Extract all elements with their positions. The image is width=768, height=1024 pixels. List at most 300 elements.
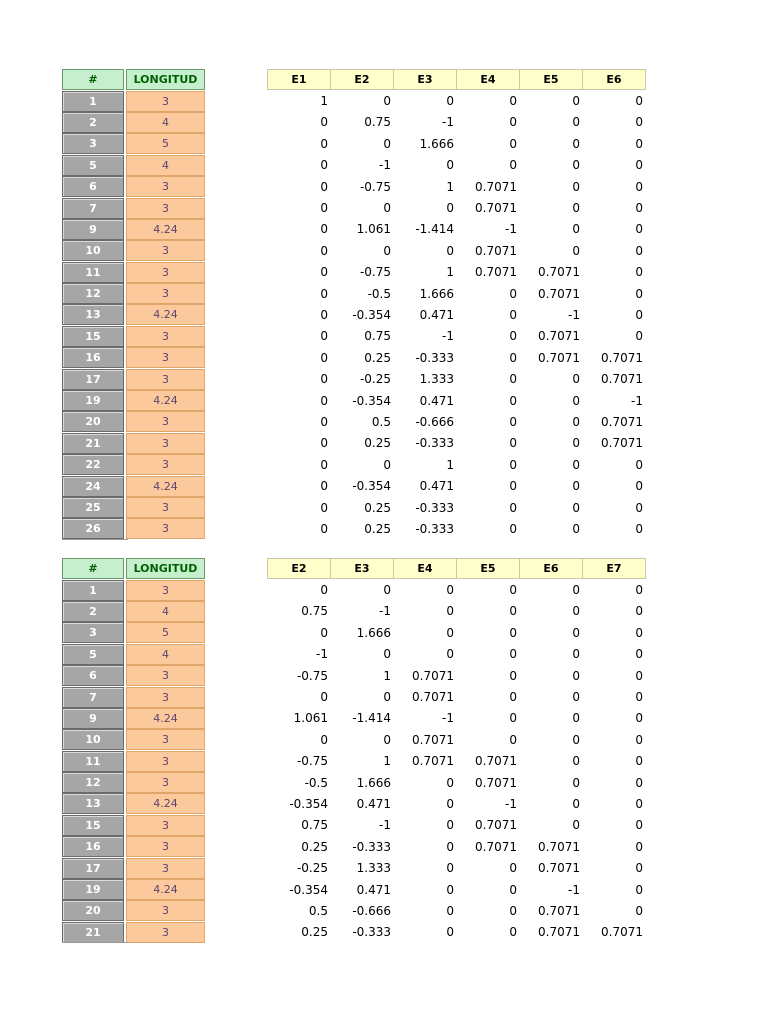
value-cell[interactable]: -1 (379, 604, 391, 619)
value-cell[interactable]: 0 (572, 372, 580, 387)
value-cell[interactable]: 0 (509, 457, 517, 472)
value-cell[interactable]: -0.5 (367, 286, 391, 301)
row-number-cell[interactable]: 26 (62, 518, 124, 539)
value-cell[interactable]: 0 (446, 158, 454, 173)
value-cell[interactable]: 0 (635, 329, 643, 344)
row-number-cell[interactable]: 3 (62, 622, 124, 643)
value-cell[interactable]: 0.75 (301, 604, 328, 619)
value-cell[interactable]: -1 (442, 329, 454, 344)
column-header[interactable]: E4 (456, 69, 520, 90)
value-cell[interactable]: -0.5 (304, 775, 328, 790)
column-header[interactable]: E1 (267, 69, 331, 90)
value-cell[interactable]: 0 (509, 393, 517, 408)
value-cell[interactable]: 0 (509, 350, 517, 365)
value-cell[interactable]: 0 (572, 711, 580, 726)
value-cell[interactable]: 0.75 (364, 329, 391, 344)
value-cell[interactable]: 0 (635, 775, 643, 790)
value-cell[interactable]: 0 (572, 414, 580, 429)
value-cell[interactable]: 0.25 (364, 521, 391, 536)
value-cell[interactable]: 0 (509, 286, 517, 301)
value-cell[interactable]: 0 (320, 414, 328, 429)
value-cell[interactable]: 0 (572, 796, 580, 811)
value-cell[interactable]: 0 (446, 903, 454, 918)
longitud-cell[interactable]: 3 (126, 815, 205, 836)
value-cell[interactable]: 0 (572, 479, 580, 494)
value-cell[interactable]: 0 (446, 625, 454, 640)
value-cell[interactable]: 0 (635, 690, 643, 705)
value-cell[interactable]: -1 (505, 222, 517, 237)
value-cell[interactable]: -1 (442, 711, 454, 726)
value-cell[interactable]: 0 (572, 94, 580, 109)
header-num[interactable]: # (62, 558, 124, 579)
value-cell[interactable]: 0.7071 (412, 690, 454, 705)
longitud-cell[interactable]: 4.24 (126, 476, 205, 497)
value-cell[interactable]: 0 (509, 500, 517, 515)
value-cell[interactable]: 0 (572, 115, 580, 130)
value-cell[interactable]: 1.333 (356, 861, 391, 876)
value-cell[interactable]: 0 (320, 436, 328, 451)
value-cell[interactable]: -1 (379, 818, 391, 833)
row-number-cell[interactable]: 7 (62, 687, 124, 708)
value-cell[interactable]: 0 (320, 625, 328, 640)
value-cell[interactable]: 0 (383, 243, 391, 258)
row-number-cell[interactable]: 13 (62, 304, 124, 325)
value-cell[interactable]: 0 (635, 711, 643, 726)
longitud-cell[interactable]: 3 (126, 580, 205, 601)
longitud-cell[interactable]: 4 (126, 155, 205, 176)
value-cell[interactable]: -0.333 (415, 521, 454, 536)
value-cell[interactable]: 0 (320, 500, 328, 515)
row-number-cell[interactable]: 15 (62, 326, 124, 347)
value-cell[interactable]: 1 (446, 265, 454, 280)
value-cell[interactable]: 1.666 (419, 286, 454, 301)
value-cell[interactable]: 0.7071 (475, 243, 517, 258)
value-cell[interactable]: 0 (446, 201, 454, 216)
value-cell[interactable]: 0 (383, 94, 391, 109)
value-cell[interactable]: 0 (509, 479, 517, 494)
value-cell[interactable]: 0 (635, 307, 643, 322)
longitud-cell[interactable]: 3 (126, 262, 205, 283)
value-cell[interactable]: -0.75 (296, 754, 328, 769)
column-header[interactable]: E3 (330, 558, 394, 579)
value-cell[interactable]: 0 (572, 647, 580, 662)
value-cell[interactable]: 0 (446, 243, 454, 258)
longitud-cell[interactable]: 4 (126, 644, 205, 665)
value-cell[interactable]: 0 (446, 583, 454, 598)
longitud-cell[interactable]: 3 (126, 518, 205, 539)
row-number-cell[interactable]: 20 (62, 411, 124, 432)
value-cell[interactable]: 1.061 (356, 222, 391, 237)
value-cell[interactable]: 0 (320, 201, 328, 216)
value-cell[interactable]: 0 (635, 604, 643, 619)
value-cell[interactable]: 0.7071 (475, 775, 517, 790)
value-cell[interactable]: 1.666 (356, 625, 391, 640)
longitud-cell[interactable]: 3 (126, 900, 205, 921)
value-cell[interactable]: 0 (572, 436, 580, 451)
longitud-cell[interactable]: 4.24 (126, 879, 205, 900)
column-header[interactable]: E4 (393, 558, 457, 579)
value-cell[interactable]: 0 (446, 882, 454, 897)
row-number-cell[interactable]: 11 (62, 751, 124, 772)
longitud-cell[interactable]: 3 (126, 369, 205, 390)
value-cell[interactable]: 0.25 (364, 350, 391, 365)
value-cell[interactable]: 0.7071 (538, 839, 580, 854)
longitud-cell[interactable]: 4.24 (126, 708, 205, 729)
value-cell[interactable]: 1 (383, 668, 391, 683)
value-cell[interactable]: 0.7071 (412, 732, 454, 747)
value-cell[interactable]: -1.414 (415, 222, 454, 237)
value-cell[interactable]: 0 (509, 307, 517, 322)
longitud-cell[interactable]: 4 (126, 601, 205, 622)
value-cell[interactable]: -0.354 (289, 882, 328, 897)
value-cell[interactable]: 0.7071 (538, 903, 580, 918)
value-cell[interactable]: 0.7071 (538, 861, 580, 876)
longitud-cell[interactable]: 3 (126, 176, 205, 197)
value-cell[interactable]: -0.333 (352, 839, 391, 854)
value-cell[interactable]: 0.7071 (601, 436, 643, 451)
value-cell[interactable]: 0.7071 (601, 350, 643, 365)
row-number-cell[interactable]: 9 (62, 708, 124, 729)
column-header[interactable]: E2 (267, 558, 331, 579)
value-cell[interactable]: 0.25 (364, 500, 391, 515)
value-cell[interactable]: 0 (509, 115, 517, 130)
value-cell[interactable]: 0.7071 (475, 265, 517, 280)
value-cell[interactable]: -0.333 (352, 925, 391, 940)
value-cell[interactable]: 0 (635, 500, 643, 515)
value-cell[interactable]: 0 (509, 625, 517, 640)
value-cell[interactable]: 0 (635, 457, 643, 472)
value-cell[interactable]: 0 (320, 732, 328, 747)
value-cell[interactable]: 0 (509, 329, 517, 344)
value-cell[interactable]: 0 (635, 903, 643, 918)
value-cell[interactable]: 0 (320, 393, 328, 408)
row-number-cell[interactable]: 20 (62, 900, 124, 921)
value-cell[interactable]: 0 (383, 690, 391, 705)
value-cell[interactable]: 0 (320, 115, 328, 130)
value-cell[interactable]: 0 (635, 882, 643, 897)
value-cell[interactable]: 0 (320, 179, 328, 194)
value-cell[interactable]: 0 (572, 754, 580, 769)
value-cell[interactable]: 0 (635, 179, 643, 194)
value-cell[interactable]: -0.354 (352, 393, 391, 408)
value-cell[interactable]: 0 (320, 457, 328, 472)
value-cell[interactable]: 0 (635, 583, 643, 598)
value-cell[interactable]: 0.25 (364, 436, 391, 451)
value-cell[interactable]: -0.666 (352, 903, 391, 918)
value-cell[interactable]: 0 (320, 690, 328, 705)
value-cell[interactable]: 0 (509, 925, 517, 940)
value-cell[interactable]: 0 (635, 668, 643, 683)
value-cell[interactable]: -1 (442, 115, 454, 130)
row-number-cell[interactable]: 7 (62, 198, 124, 219)
longitud-cell[interactable]: 3 (126, 326, 205, 347)
longitud-cell[interactable]: 5 (126, 133, 205, 154)
longitud-cell[interactable]: 3 (126, 411, 205, 432)
value-cell[interactable]: 0 (509, 690, 517, 705)
value-cell[interactable]: 0 (635, 115, 643, 130)
longitud-cell[interactable]: 5 (126, 622, 205, 643)
longitud-cell[interactable]: 4.24 (126, 793, 205, 814)
row-number-cell[interactable]: 15 (62, 815, 124, 836)
value-cell[interactable]: 0 (572, 732, 580, 747)
value-cell[interactable]: 0 (572, 393, 580, 408)
value-cell[interactable]: 0 (383, 457, 391, 472)
longitud-cell[interactable]: 3 (126, 91, 205, 112)
value-cell[interactable]: 0 (635, 818, 643, 833)
value-cell[interactable]: 0.7071 (475, 818, 517, 833)
value-cell[interactable]: -0.354 (289, 796, 328, 811)
value-cell[interactable]: 0 (572, 583, 580, 598)
row-number-cell[interactable]: 2 (62, 112, 124, 133)
value-cell[interactable]: 0 (320, 265, 328, 280)
longitud-cell[interactable]: 3 (126, 687, 205, 708)
value-cell[interactable]: 0 (509, 882, 517, 897)
row-number-cell[interactable]: 5 (62, 155, 124, 176)
row-number-cell[interactable]: 19 (62, 390, 124, 411)
row-number-cell[interactable]: 21 (62, 922, 124, 943)
value-cell[interactable]: 0.7071 (538, 265, 580, 280)
row-number-cell[interactable]: 17 (62, 369, 124, 390)
longitud-cell[interactable]: 3 (126, 922, 205, 943)
value-cell[interactable]: 0.7071 (538, 286, 580, 301)
value-cell[interactable]: 0 (320, 136, 328, 151)
value-cell[interactable]: 0 (572, 604, 580, 619)
value-cell[interactable]: -1 (316, 647, 328, 662)
value-cell[interactable]: 0.7071 (412, 754, 454, 769)
value-cell[interactable]: -0.333 (415, 500, 454, 515)
value-cell[interactable]: 0 (572, 818, 580, 833)
value-cell[interactable]: 0 (572, 668, 580, 683)
value-cell[interactable]: 0 (635, 136, 643, 151)
value-cell[interactable]: 0.75 (301, 818, 328, 833)
value-cell[interactable]: 0 (635, 754, 643, 769)
longitud-cell[interactable]: 3 (126, 283, 205, 304)
value-cell[interactable]: 1 (446, 457, 454, 472)
value-cell[interactable]: 0 (446, 94, 454, 109)
longitud-cell[interactable]: 3 (126, 858, 205, 879)
value-cell[interactable]: 0 (635, 647, 643, 662)
value-cell[interactable]: 0 (572, 222, 580, 237)
value-cell[interactable]: 0 (383, 201, 391, 216)
header-longitud[interactable]: LONGITUD (126, 558, 205, 579)
value-cell[interactable]: 0.7071 (601, 414, 643, 429)
value-cell[interactable]: 0 (509, 647, 517, 662)
value-cell[interactable]: 0.7071 (475, 179, 517, 194)
value-cell[interactable]: -1 (631, 393, 643, 408)
longitud-cell[interactable]: 3 (126, 836, 205, 857)
value-cell[interactable]: 0 (572, 500, 580, 515)
value-cell[interactable]: 0 (509, 414, 517, 429)
value-cell[interactable]: 0 (446, 604, 454, 619)
value-cell[interactable]: 0.7071 (475, 839, 517, 854)
longitud-cell[interactable]: 3 (126, 665, 205, 686)
value-cell[interactable]: -0.354 (352, 307, 391, 322)
row-number-cell[interactable]: 5 (62, 644, 124, 665)
row-number-cell[interactable]: 10 (62, 729, 124, 750)
value-cell[interactable]: 0 (635, 286, 643, 301)
longitud-cell[interactable]: 3 (126, 772, 205, 793)
value-cell[interactable]: 0 (320, 158, 328, 173)
value-cell[interactable]: 0 (509, 732, 517, 747)
value-cell[interactable]: 0.7071 (412, 668, 454, 683)
row-number-cell[interactable]: 25 (62, 497, 124, 518)
value-cell[interactable]: 1.666 (419, 136, 454, 151)
value-cell[interactable]: -0.25 (296, 861, 328, 876)
value-cell[interactable]: 0 (446, 861, 454, 876)
value-cell[interactable]: 0 (446, 647, 454, 662)
value-cell[interactable]: 0 (509, 903, 517, 918)
value-cell[interactable]: -1 (379, 158, 391, 173)
value-cell[interactable]: 0 (635, 479, 643, 494)
value-cell[interactable]: 0 (446, 796, 454, 811)
value-cell[interactable]: 0 (572, 158, 580, 173)
column-header[interactable]: E6 (582, 69, 646, 90)
value-cell[interactable]: 0.5 (371, 414, 391, 429)
value-cell[interactable]: -0.333 (415, 350, 454, 365)
value-cell[interactable]: 0 (635, 243, 643, 258)
value-cell[interactable]: 0.471 (419, 307, 454, 322)
row-number-cell[interactable]: 6 (62, 665, 124, 686)
value-cell[interactable]: 0 (446, 839, 454, 854)
value-cell[interactable]: 0 (509, 94, 517, 109)
value-cell[interactable]: 0 (509, 668, 517, 683)
column-header[interactable]: E5 (456, 558, 520, 579)
row-number-cell[interactable]: 16 (62, 347, 124, 368)
row-number-cell[interactable]: 10 (62, 240, 124, 261)
value-cell[interactable]: 0.75 (364, 115, 391, 130)
value-cell[interactable]: 0 (572, 201, 580, 216)
value-cell[interactable]: 0 (509, 372, 517, 387)
value-cell[interactable]: -1 (505, 796, 517, 811)
row-number-cell[interactable]: 13 (62, 793, 124, 814)
row-number-cell[interactable]: 12 (62, 283, 124, 304)
value-cell[interactable]: 0 (635, 839, 643, 854)
value-cell[interactable]: 0 (320, 243, 328, 258)
value-cell[interactable]: 0 (572, 775, 580, 790)
value-cell[interactable]: 0 (509, 604, 517, 619)
value-cell[interactable]: 0 (635, 222, 643, 237)
value-cell[interactable]: -0.75 (359, 265, 391, 280)
value-cell[interactable]: 0 (509, 711, 517, 726)
longitud-cell[interactable]: 3 (126, 454, 205, 475)
value-cell[interactable]: 0.7071 (601, 925, 643, 940)
row-number-cell[interactable]: 17 (62, 858, 124, 879)
longitud-cell[interactable]: 3 (126, 433, 205, 454)
value-cell[interactable]: 0 (635, 158, 643, 173)
value-cell[interactable]: 0 (320, 222, 328, 237)
value-cell[interactable]: 0 (320, 307, 328, 322)
value-cell[interactable]: 0 (509, 861, 517, 876)
header-num[interactable]: # (62, 69, 124, 90)
value-cell[interactable]: -1.414 (352, 711, 391, 726)
value-cell[interactable]: 0 (635, 625, 643, 640)
value-cell[interactable]: 0.471 (356, 796, 391, 811)
value-cell[interactable]: 0 (320, 583, 328, 598)
value-cell[interactable]: 0.7071 (601, 372, 643, 387)
value-cell[interactable]: 0 (635, 796, 643, 811)
value-cell[interactable]: 0 (635, 732, 643, 747)
value-cell[interactable]: 0 (572, 690, 580, 705)
value-cell[interactable]: 0.7071 (475, 201, 517, 216)
value-cell[interactable]: -0.75 (359, 179, 391, 194)
value-cell[interactable]: 0 (572, 136, 580, 151)
value-cell[interactable]: 0 (635, 265, 643, 280)
longitud-cell[interactable]: 3 (126, 497, 205, 518)
longitud-cell[interactable]: 3 (126, 198, 205, 219)
header-longitud[interactable]: LONGITUD (126, 69, 205, 90)
value-cell[interactable]: 0.25 (301, 839, 328, 854)
value-cell[interactable]: 0 (320, 286, 328, 301)
value-cell[interactable]: -1 (568, 307, 580, 322)
value-cell[interactable]: -0.25 (359, 372, 391, 387)
row-number-cell[interactable]: 9 (62, 219, 124, 240)
row-number-cell[interactable]: 6 (62, 176, 124, 197)
value-cell[interactable]: 1 (446, 179, 454, 194)
row-number-cell[interactable]: 3 (62, 133, 124, 154)
value-cell[interactable]: -0.666 (415, 414, 454, 429)
value-cell[interactable]: 1 (383, 754, 391, 769)
value-cell[interactable]: -0.75 (296, 668, 328, 683)
value-cell[interactable]: 0 (320, 372, 328, 387)
value-cell[interactable]: 0 (320, 350, 328, 365)
value-cell[interactable]: 0 (635, 94, 643, 109)
value-cell[interactable]: 0.7071 (538, 925, 580, 940)
value-cell[interactable]: 0.7071 (538, 350, 580, 365)
row-number-cell[interactable]: 21 (62, 433, 124, 454)
value-cell[interactable]: -0.354 (352, 479, 391, 494)
longitud-cell[interactable]: 4 (126, 112, 205, 133)
value-cell[interactable]: -0.333 (415, 436, 454, 451)
longitud-cell[interactable]: 3 (126, 729, 205, 750)
value-cell[interactable]: 1.333 (419, 372, 454, 387)
column-header[interactable]: E3 (393, 69, 457, 90)
value-cell[interactable]: 0 (320, 521, 328, 536)
longitud-cell[interactable]: 3 (126, 347, 205, 368)
value-cell[interactable]: 0 (635, 861, 643, 876)
value-cell[interactable]: 0 (509, 521, 517, 536)
value-cell[interactable]: 1.061 (293, 711, 328, 726)
value-cell[interactable]: 0.471 (419, 393, 454, 408)
row-number-cell[interactable]: 11 (62, 262, 124, 283)
column-header[interactable]: E7 (582, 558, 646, 579)
row-number-cell[interactable]: 16 (62, 836, 124, 857)
value-cell[interactable]: 0 (572, 179, 580, 194)
value-cell[interactable]: 1.666 (356, 775, 391, 790)
row-number-cell[interactable]: 22 (62, 454, 124, 475)
row-number-cell[interactable]: 2 (62, 601, 124, 622)
row-number-cell[interactable]: 12 (62, 772, 124, 793)
column-header[interactable]: E5 (519, 69, 583, 90)
value-cell[interactable]: 0 (572, 521, 580, 536)
value-cell[interactable]: 0 (509, 136, 517, 151)
value-cell[interactable]: 0 (446, 818, 454, 833)
longitud-cell[interactable]: 4.24 (126, 219, 205, 240)
value-cell[interactable]: 0 (383, 732, 391, 747)
value-cell[interactable]: 1 (320, 94, 328, 109)
value-cell[interactable]: 0 (383, 136, 391, 151)
value-cell[interactable]: 0 (509, 436, 517, 451)
value-cell[interactable]: 0 (572, 625, 580, 640)
value-cell[interactable]: 0.7071 (475, 754, 517, 769)
row-number-cell[interactable]: 1 (62, 580, 124, 601)
value-cell[interactable]: 0 (383, 583, 391, 598)
value-cell[interactable]: 0.471 (356, 882, 391, 897)
value-cell[interactable]: 0 (509, 583, 517, 598)
value-cell[interactable]: 0.5 (308, 903, 328, 918)
value-cell[interactable]: 0.7071 (538, 329, 580, 344)
value-cell[interactable]: 0.471 (419, 479, 454, 494)
value-cell[interactable]: 0 (320, 479, 328, 494)
